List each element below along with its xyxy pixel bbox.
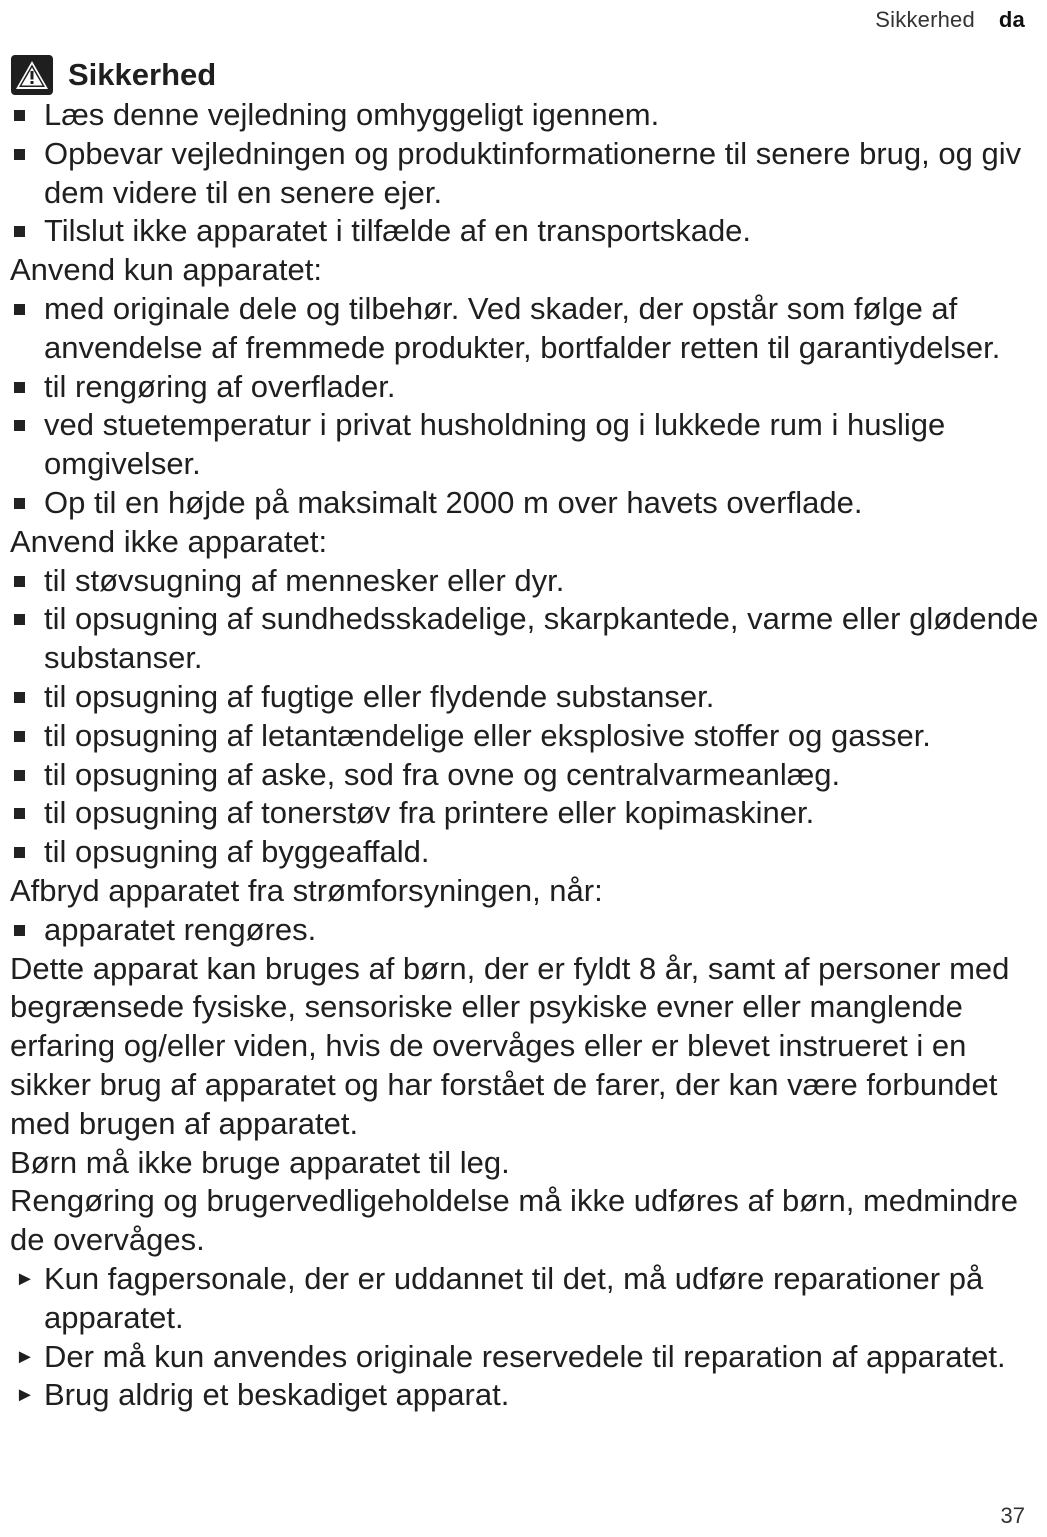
list-item-text: Tilslut ikke apparatet i tilfælde af en transportskade. [44,213,752,249]
list-item [10,135,1040,213]
list-item-text: til opsugning af aske, sod fra ovne og centralvarmeanlæg. [44,756,841,792]
bullet-square-icon [14,576,25,587]
paragraph: Børn må ikke bruge apparatet til leg. [10,1144,510,1180]
bullet-square-icon [14,149,25,160]
do-not-use-heading: Anvend ikke apparatet: [10,523,328,559]
bullet-square-icon [14,382,25,393]
paragraph: Rengøring og brugervedligeholdelse må ikke udføres af børn, medmindre de overvåges. [10,1183,1018,1258]
list-item-text: Opbevar vejledningen og produktinformationerne til senere brug, og giv dem videre til en senere ejer. [44,135,1022,210]
page-header [875,7,1025,33]
bullet-square-icon [14,110,25,121]
list-item [10,678,1040,717]
list-item-text: til opsugning af byggeaffald. [44,834,430,870]
bullet-square-icon [14,808,25,819]
list-item-text: med originale dele og tilbehør. Ved skader, der opstår som følge af anvendelse af fremmede produkter, bortfalder retten til garantiydelser. [44,290,1001,365]
list-item-text: apparatet rengøres. [44,911,317,947]
list-item [10,756,1040,795]
list-item-text: til rengøring af overflader. [44,368,396,404]
bullet-square-icon [14,925,25,936]
safety-section [10,54,1040,1415]
use-only-heading: Anvend kun apparatet: [10,252,322,288]
bullet-square-icon [14,226,25,237]
list-item [10,290,1040,368]
list-item [10,484,1040,523]
list-item [10,717,1040,756]
arrow-right-icon: ► [15,1345,35,1368]
list-item [10,406,1040,484]
bullet-square-icon [14,692,25,703]
list-item [10,911,1040,950]
arrow-right-icon: ► [15,1384,35,1407]
instruction-text: Der må kun anvendes originale reservedele til reparation af apparatet. [44,1338,1006,1374]
instruction-item [10,1260,1040,1338]
section-heading [10,54,1040,96]
header-language: da [998,7,1025,32]
page-title: Sikkerhed [68,56,217,92]
list-item [10,368,1040,407]
list-item-text: til opsugning af tonerstøv fra printere eller kopimaskiner. [44,795,815,831]
list-item-text: Læs denne vejledning omhyggeligt igennem. [44,97,660,132]
list-item [10,794,1040,833]
bullet-square-icon [14,770,25,781]
bullet-square-icon [14,847,25,858]
list-item-text: til støvsugning af mennesker eller dyr. [44,562,565,598]
list-item [10,212,1040,251]
page-number: 37 [1000,1503,1025,1528]
instruction-item [10,1338,1040,1377]
list-item-text: ved stuetemperatur i privat husholdning og i lukkede rum i huslige omgivelser. [44,407,946,482]
bullet-square-icon [14,304,25,315]
list-item-text: til opsugning af sundhedsskadelige, skarpkantede, varme eller glødende substanser. [44,601,1039,676]
instruction-item [10,1376,1040,1415]
list-item [10,600,1040,678]
header-section: Sikkerhed [875,7,975,32]
bullet-square-icon [14,614,25,625]
list-item-text: Op til en højde på maksimalt 2000 m over havets overflade. [44,484,863,520]
instruction-text: Kun fagpersonale, der er uddannet til det, må udføre reparationer på apparatet. [44,1260,984,1335]
instruction-text: Brug aldrig et beskadiget apparat. [44,1377,510,1413]
list-item [10,562,1040,601]
disconnect-heading: Afbryd apparatet fra strømforsyningen, når: [10,872,603,908]
bullet-square-icon [14,498,25,509]
list-item [10,96,1040,135]
list-item [10,833,1040,872]
list-item-text: til opsugning af letantændelige eller eksplosive stoffer og gasser. [44,717,931,753]
bullet-square-icon [14,731,25,742]
paragraph: Dette apparat kan bruges af børn, der er fyldt 8 år, samt af personer med begrænsede fysiske, sensoriske eller psykiske evner eller manglende erfaring og/eller viden, hvis de overvåges eller er blevet instrueret i en sikker brug af apparatet og har forstået de farer, der kan være forbundet med brugen af apparatet. [10,950,1010,1141]
arrow-right-icon: ► [15,1267,35,1290]
warning-triangle-icon [10,54,54,96]
list-item-text: til opsugning af fugtige eller flydende substanser. [44,678,715,714]
bullet-square-icon [14,420,25,431]
